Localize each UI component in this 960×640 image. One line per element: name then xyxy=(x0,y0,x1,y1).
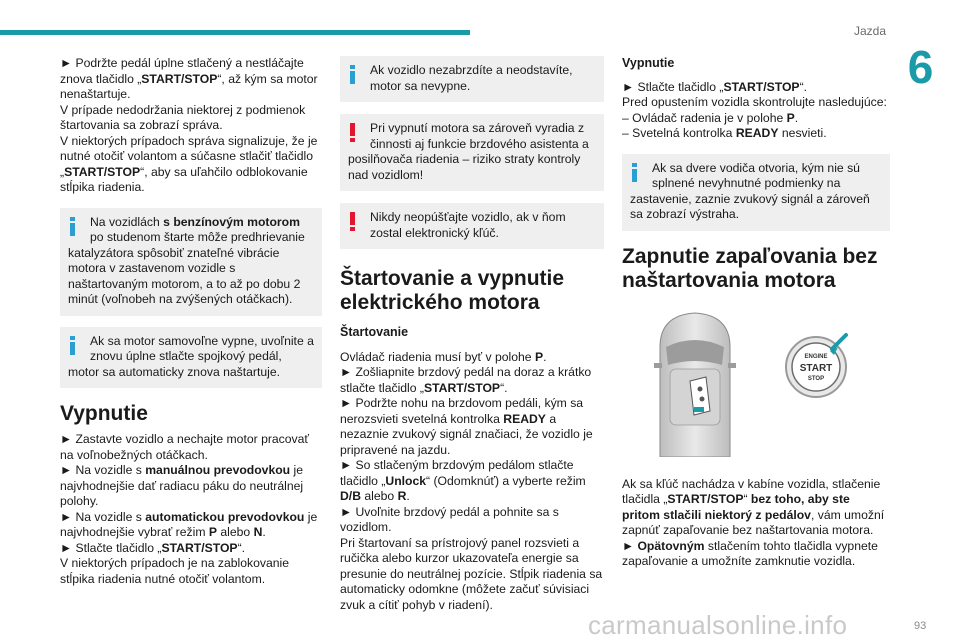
note-text: Ak sa motor samovoľne vypne, uvoľnite a znovu úplne stlačte spojkový pedál, xyxy=(90,333,314,363)
note-text: Nikdy neopúšťajte vozidlo, ak v ňom zostal elektronický kľúč. xyxy=(370,210,566,240)
watermark: carmanualsonline.info xyxy=(588,610,848,640)
button-label-stop: STOP xyxy=(807,375,825,382)
info-icon xyxy=(350,65,355,83)
paragraph: ► So stlačeným brzdovým pedálom stlačte tlačidlo „Unlock“ (Odomknúť) a vyberte režim D/B alebo R. xyxy=(340,458,586,503)
section-body xyxy=(60,432,322,587)
paragraph: ► Stlačte tlačidlo „START/STOP“. xyxy=(622,79,808,94)
paragraph: – Svetelná kontrolka READY nesvieti. xyxy=(622,126,827,140)
note-text: Ak vozidlo nezabrzdíte a neodstavíte, motor sa nevypne. xyxy=(370,63,573,93)
section-body xyxy=(622,80,890,142)
column-left xyxy=(60,56,322,587)
paragraph: Ak sa kľúč nachádza v kabíne vozidla, stlačenie tlačidla „START/STOP“ bez toho, aby ste pritom stlačili niektorý z pedálov, vám umožní zapnúť zapaľovanie bez naštartovania motora. xyxy=(622,476,885,537)
warning-icon xyxy=(350,123,355,141)
section-body xyxy=(622,477,890,570)
paragraph: ► Podržte pedál úplne stlačený a nestláčajte znova tlačidlo „START/STOP“, až kým sa motor nenaštartuje. xyxy=(60,56,318,101)
note-text: Pri vypnutí motora sa zároveň vyradia z činnosti aj funkcie brzdového asistenta a xyxy=(370,121,589,151)
section-heading: Zapnutie zapaľovania bez naštartovania motora xyxy=(622,244,878,292)
info-note xyxy=(340,56,604,102)
paragraph: V niektorých prípadoch správa signalizuje, že je nutné otočiť volantom a súčasne stlačiť tlačidlo „START/STOP“, aby sa uľahčilo odblokovanie stĺpika riadenia. xyxy=(60,133,318,194)
chapter-label: Jazda xyxy=(853,24,886,38)
info-icon xyxy=(70,217,75,235)
paragraph: Pri štartovaní sa prístrojový panel rozsvieti a ručička alebo kurzor ukazovateľa energie sa presunie do neutrálnej pozície. Stĺpik riadenia sa automaticky odomkne (môžete začuť súvisiaci zvuk a cítiť pohyb v riadení). xyxy=(340,535,603,612)
section-body xyxy=(340,350,604,614)
header-accent-bar xyxy=(0,30,470,35)
column-right xyxy=(622,56,890,570)
section-heading: Vypnutie xyxy=(60,402,148,425)
warning-note: Pri vypnutí motora sa zároveň vyradia z činnosti aj funkcie brzdového asistenta a posilňovača riadenia – riziko straty kontroly nad vozidlom! xyxy=(340,114,604,191)
subheading: Štartovanie xyxy=(340,325,409,339)
section-heading: Štartovanie a vypnutie elektrického motora xyxy=(340,267,565,314)
column-middle xyxy=(340,56,604,613)
paragraph: ► Podržte nohu na brzdovom pedáli, kým sa nerozsvieti svetelná kontrolka READY a nezaznie zvukový signál značiaci, že vozidlo je pripravené na jazdu. xyxy=(340,396,593,457)
warning-note xyxy=(340,203,604,249)
paragraph: ► Na vozidle s automatickou prevodovkou je najvhodnejšie vybrať režim P alebo N. xyxy=(60,509,318,539)
chapter-number: 6 xyxy=(907,41,934,93)
paragraph: V prípade nedodržania niektorej z podmienok štartovania sa zobrazí správa. xyxy=(60,102,306,132)
info-note: Ak sa dvere vodiča otvoria, kým nie sú splnené nevyhnutné podmienky na zastavenie, zaznie zvukový signál a zároveň sa zobrazí výstraha. xyxy=(622,154,890,231)
paragraph: ► Uvoľnite brzdový pedál a pohnite sa s vozidlom. xyxy=(340,504,559,534)
paragraph: ► Zastavte vozidlo a nechajte motor pracovať na voľnobežných otáčkach. xyxy=(60,432,309,462)
warning-icon xyxy=(350,212,355,230)
paragraph: ► Na vozidle s manuálnou prevodovkou je najvhodnejšie dať radiacu páku do neutrálnej polohy. xyxy=(60,463,304,508)
paragraph: Pred opustením vozidla skontrolujte nasledujúce: xyxy=(622,95,887,109)
paragraph: ► Opätovným stlačením tohto tlačidla vypnete zapaľovanie a umožníte zamknutie vozidla. xyxy=(622,538,878,568)
key-in-car-figure xyxy=(622,307,890,457)
engine-start-stop-button-icon xyxy=(782,329,854,401)
paragraph: V niektorých prípadoch je na zablokovanie stĺpika riadenia nutné otočiť volantom. xyxy=(60,556,289,586)
paragraph: – Ovládač radenia je v polohe P. xyxy=(622,110,799,125)
button-label-start: START xyxy=(799,362,833,374)
note-text: Na vozidlách s benzínovým motorom po studenom štarte môže predhrievanie xyxy=(90,214,305,244)
info-icon xyxy=(70,336,75,354)
paragraph: Ovládač riadenia musí byť v polohe P. xyxy=(340,349,547,364)
paragraph: ► Stlačte tlačidlo „START/STOP“. xyxy=(60,540,246,555)
info-note: Ak sa motor samovoľne vypne, uvoľnite a znovu úplne stlačte spojkový pedál, motor sa automaticky znova naštartuje. xyxy=(60,327,322,389)
note-text: Ak sa dvere vodiča otvoria, kým nie sú splnené nevyhnutné podmienky na xyxy=(652,160,860,190)
paragraph: ► Zošliapnite brzdový pedál na doraz a krátko stlačte tlačidlo „START/STOP“. xyxy=(340,365,592,395)
car-with-key-icon xyxy=(650,307,740,457)
page-number: 93 xyxy=(914,620,927,632)
button-label-engine: ENGINE xyxy=(804,353,828,360)
info-icon xyxy=(632,163,637,181)
subheading: Vypnutie xyxy=(622,56,675,70)
info-note: Na vozidlách s benzínovým motorom po studenom štarte môže predhrievanie katalyzátora spôsobiť znateľné vibrácie motora v zastavenom vozidle s naštartovaným motorom, a to až po dobu 2 minút (voľnobeh na zvýšených otáčkach). xyxy=(60,208,322,316)
